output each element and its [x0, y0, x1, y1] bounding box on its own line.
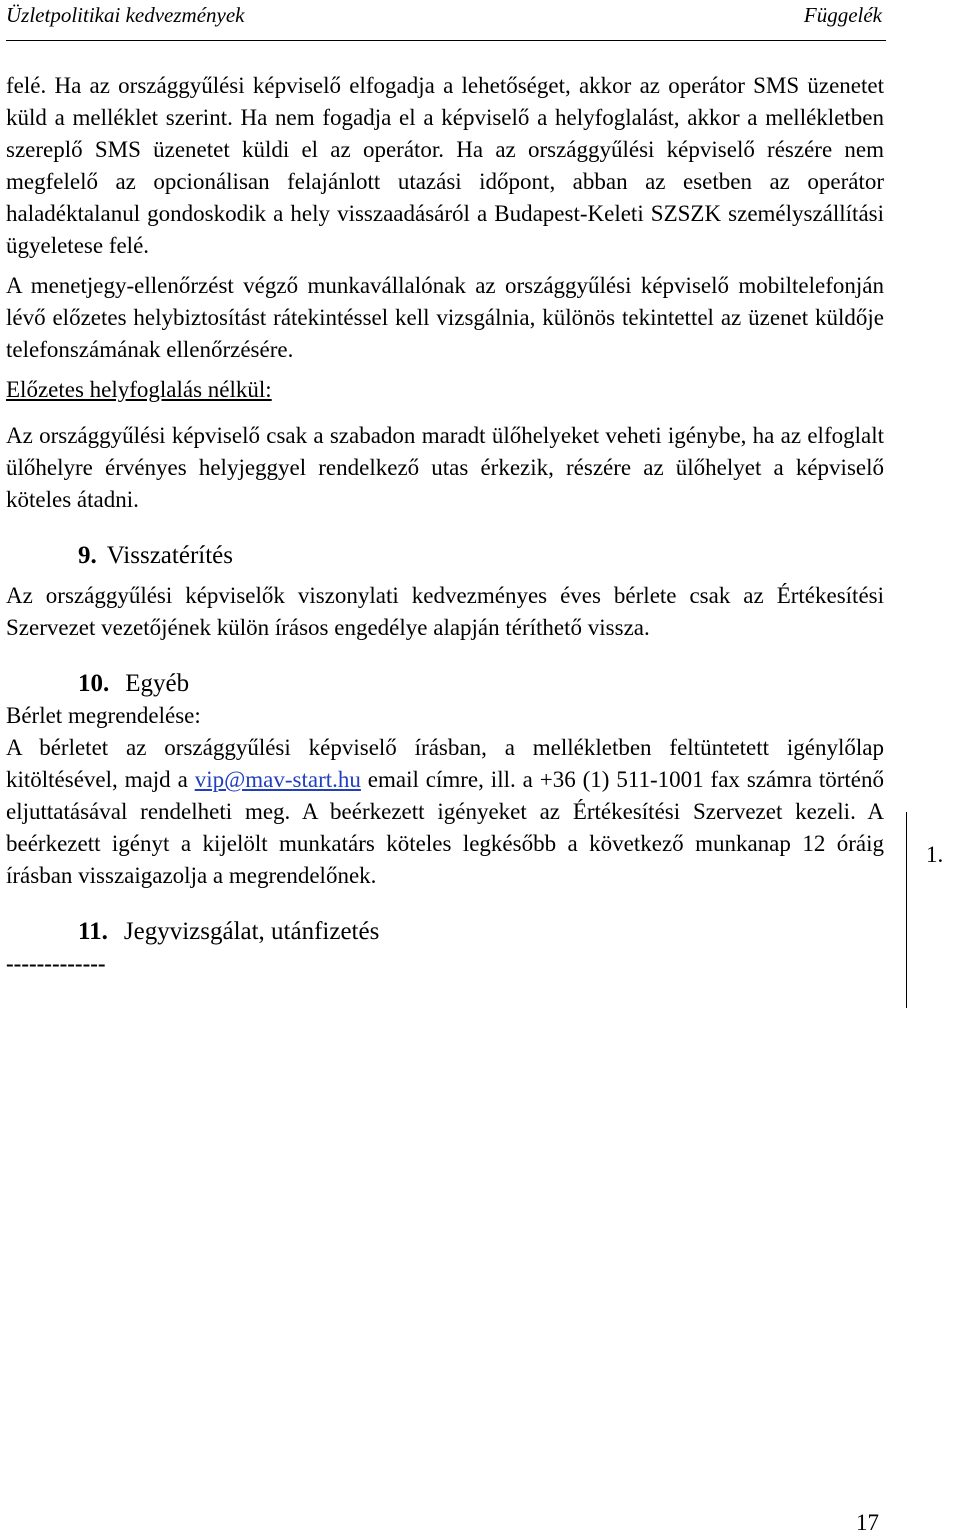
- page-header: [6, 0, 886, 41]
- section-11-number: 11.: [78, 918, 108, 945]
- section-10-number: 10.: [78, 670, 110, 697]
- section-11-heading: [6, 916, 884, 948]
- section-9-heading: [6, 540, 884, 572]
- page-number: 17: [856, 1510, 879, 1535]
- paragraph-2: A menetjegy-ellenőrzést végző munkavállalónak az országgyűlési képviselő mobiltelefonján lévő előzetes helybiztosítást rátekintéssel kell vizsgálnia, különös tekintettel az üzenet küldője telefonszámának ellenőrzésére.: [6, 273, 884, 362]
- section-10-subheading: Bérlet megrendelése:: [6, 703, 201, 728]
- section-11-title: Jegyvizsgálat, utánfizetés: [123, 918, 380, 945]
- revision-bar: [906, 812, 907, 1008]
- section-10-text-before: A bérletet az országgyűlési képviselő írásban, a mellékletben feltüntetett igénylőlap kitöltésével, majd a: [6, 735, 884, 792]
- subheading-without-reservation: Előzetes helyfoglalás nélkül:: [6, 377, 272, 402]
- document-body: [6, 70, 884, 980]
- section-9-title: Visszatérítés: [106, 542, 233, 569]
- revision-marker: 1.: [926, 842, 944, 867]
- section-10-heading: [6, 668, 884, 700]
- paragraph-3: Az országgyűlési képviselő csak a szabadon maradt ülőhelyeket veheti igénybe, ha az elfoglalt ülőhelyre érvényes helyjeggyel rendelkező utas érkezik, részére az ülőhelyet a képviselő köteles átadni.: [6, 423, 884, 512]
- section-10-text-after: email címre, ill. a +36 (1) 511-1001 fax számra történő eljuttatásával rendelheti meg. A beérkezett igényeket az Értékesítési Szervezet kezeli. A beérkezett igényt a kijelölt munkatárs köteles legkésőbb a következő munkanap 12 óráig írásban visszaigazolja a megrendelőnek.: [6, 767, 885, 888]
- section-9-text: Az országgyűlési képviselők viszonylati kedvezményes éves bérlete csak az Értékesítési Szervezet vezetőjének külön írásos engedélye alapján téríthető vissza.: [6, 583, 884, 640]
- email-link[interactable]: vip@mav-start.hu: [194, 767, 361, 792]
- section-10-title: Egyéb: [125, 670, 190, 697]
- dash-separator: -------------: [6, 951, 106, 976]
- section-9-number: 9.: [78, 542, 97, 569]
- header-left-title: Üzletpolitikai kedvezmények: [6, 3, 245, 27]
- paragraph-1: felé. Ha az országgyűlési képviselő elfogadja a lehetőséget, akkor az operátor SMS üzenetet küld a melléklet szerint. Ha nem fogadja el a képviselő a helyfoglalást, akkor a mellékletben szereplő SMS üzenetet küldi el az operátor. Ha az országgyűlési képviselő részére nem megfelelő az opcionálisan felajánlott utazási időpont, abban az esetben az operátor haladéktalanul gondoskodik a hely visszaadásáról a Budapest-Keleti SZSZK személyszállítási ügyeletese felé.: [6, 73, 884, 258]
- header-right-title: Függelék: [803, 3, 882, 27]
- section-10-text: [6, 732, 884, 892]
